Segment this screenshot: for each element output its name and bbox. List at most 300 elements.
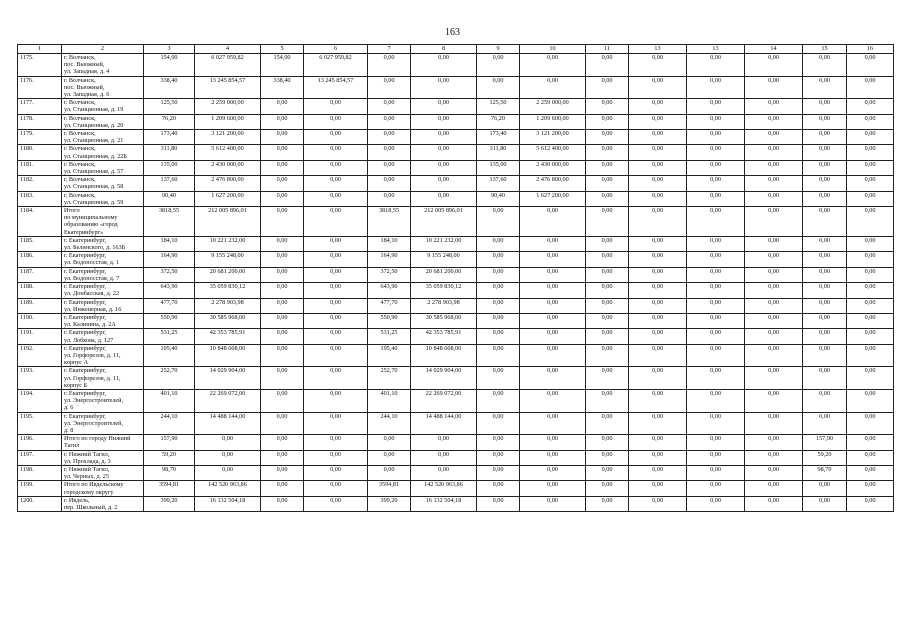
value-cell: 3594,81	[144, 481, 195, 496]
value-cell: 0,00	[520, 450, 586, 465]
value-cell: 477,70	[144, 298, 195, 313]
value-cell: 0,00	[745, 367, 803, 390]
address-line: пер. Школьный, д. 2	[64, 503, 118, 511]
address-line: ул. Белинского, д. 163Б	[64, 244, 126, 252]
value-cell: 0,00	[411, 465, 477, 480]
value-cell: 59,20	[144, 450, 195, 465]
value-cell: 35 059 830,12	[411, 283, 477, 298]
value-cell: 0,00	[629, 283, 687, 298]
value-cell: 164,90	[144, 252, 195, 267]
value-cell: 0,00	[745, 450, 803, 465]
value-cell: 0,00	[261, 465, 304, 480]
value-cell: 0,00	[261, 99, 304, 114]
table-row	[18, 313, 894, 328]
address-line: ул. Энергостроителей,	[64, 419, 124, 427]
value-cell: 2 259 000,00	[195, 99, 261, 114]
value-cell: 0,00	[586, 313, 629, 328]
value-cell: 0,00	[629, 54, 687, 77]
value-cell: 0,00	[586, 435, 629, 450]
value-cell: 0,00	[304, 130, 368, 145]
value-cell: 0,00	[629, 145, 687, 160]
value-cell: 2 430 000,00	[195, 160, 261, 175]
value-cell: 0,00	[687, 450, 745, 465]
value-cell: 0,00	[629, 207, 687, 237]
address-line: г. Волчанск,	[64, 176, 96, 184]
value-cell: 0,00	[687, 465, 745, 480]
value-cell: 0,00	[803, 252, 847, 267]
value-cell: 0,00	[586, 412, 629, 435]
value-cell: 0,00	[304, 99, 368, 114]
value-cell: 30 585 968,00	[411, 313, 477, 328]
value-cell: 0,00	[847, 267, 894, 282]
value-cell: 0,00	[411, 130, 477, 145]
table-row	[18, 344, 894, 367]
value-cell: 0,00	[520, 283, 586, 298]
data-table	[17, 44, 894, 512]
value-cell: 20 681 200,00	[195, 267, 261, 282]
value-cell: 135,00	[477, 160, 520, 175]
value-cell: 0,00	[745, 76, 803, 99]
value-cell: 0,00	[847, 313, 894, 328]
value-cell: 0,00	[803, 267, 847, 282]
value-cell: 0,00	[687, 252, 745, 267]
value-cell: 0,00	[520, 236, 586, 251]
value-cell: 10 848 608,00	[411, 344, 477, 367]
value-cell: 142 520 963,86	[195, 481, 261, 496]
value-cell: 2 278 903,98	[411, 298, 477, 313]
value-cell: 0,00	[803, 298, 847, 313]
value-cell: 125,50	[477, 99, 520, 114]
table-row	[18, 176, 894, 191]
row-number: 1191.	[18, 329, 62, 344]
value-cell: 0,00	[520, 367, 586, 390]
value-cell: 22 269 072,00	[411, 389, 477, 412]
address-line: г. Екатеринбург,	[64, 313, 106, 321]
value-cell: 0,00	[477, 496, 520, 511]
value-cell: 0,00	[477, 344, 520, 367]
address-line: Тагил	[64, 442, 80, 450]
value-cell: 0,00	[745, 130, 803, 145]
address-cell	[62, 313, 144, 328]
address-cell	[62, 283, 144, 298]
value-cell: 0,00	[520, 435, 586, 450]
value-cell: 0,00	[520, 465, 586, 480]
value-cell: 0,00	[261, 496, 304, 511]
address-cell	[62, 160, 144, 175]
table-row	[18, 367, 894, 390]
value-cell: 0,00	[304, 481, 368, 496]
value-cell: 0,00	[586, 389, 629, 412]
value-cell: 0,00	[586, 496, 629, 511]
value-cell: 0,00	[629, 176, 687, 191]
value-cell: 401,10	[368, 389, 411, 412]
value-cell: 0,00	[304, 344, 368, 367]
value-cell: 0,00	[477, 207, 520, 237]
address-line: г. Волчанск,	[64, 130, 96, 138]
address-line: ул. Станционная, д. 22Б	[64, 152, 127, 160]
address-cell	[62, 298, 144, 313]
value-cell: 531,25	[144, 329, 195, 344]
value-cell: 0,00	[304, 465, 368, 480]
address-line: г. Екатеринбург,	[64, 298, 106, 306]
address-line: г. Волчанск,	[64, 76, 96, 84]
value-cell: 0,00	[586, 329, 629, 344]
address-cell	[62, 496, 144, 511]
address-line: г. Екатеринбург,	[64, 412, 106, 420]
value-cell: 0,00	[847, 481, 894, 496]
value-cell: 0,00	[629, 412, 687, 435]
value-cell: 0,00	[477, 412, 520, 435]
row-number: 1185.	[18, 236, 62, 251]
value-cell: 0,00	[411, 191, 477, 206]
value-cell: 0,00	[629, 76, 687, 99]
value-cell: 14 029 904,00	[411, 367, 477, 390]
address-cell	[62, 329, 144, 344]
row-number: 1178.	[18, 114, 62, 129]
value-cell: 0,00	[687, 389, 745, 412]
address-line: корпус Б	[64, 381, 88, 389]
value-cell: 157,90	[803, 435, 847, 450]
value-cell: 0,00	[745, 435, 803, 450]
value-cell: 643,90	[144, 283, 195, 298]
address-line: г. Екатеринбург,	[64, 344, 106, 352]
column-header: 6	[304, 45, 368, 54]
value-cell: 0,00	[261, 481, 304, 496]
address-line: городскому округу	[64, 488, 114, 496]
address-cell	[62, 267, 144, 282]
value-cell: 0,00	[803, 283, 847, 298]
value-cell: 0,00	[847, 99, 894, 114]
value-cell: 372,50	[144, 267, 195, 282]
value-cell: 0,00	[847, 236, 894, 251]
row-number: 1195.	[18, 412, 62, 435]
value-cell: 0,00	[477, 236, 520, 251]
value-cell: 0,00	[687, 54, 745, 77]
value-cell: 0,00	[803, 76, 847, 99]
value-cell: 0,00	[368, 176, 411, 191]
value-cell: 0,00	[261, 313, 304, 328]
table-row	[18, 207, 894, 237]
value-cell: 0,00	[687, 145, 745, 160]
value-cell: 98,70	[144, 465, 195, 480]
value-cell: 0,00	[261, 267, 304, 282]
address-line: г. Екатеринбург,	[64, 252, 106, 260]
value-cell: 0,00	[304, 207, 368, 237]
value-cell: 0,00	[745, 389, 803, 412]
value-cell: 0,00	[261, 389, 304, 412]
value-cell: 3 121 200,00	[520, 130, 586, 145]
row-number: 1193.	[18, 367, 62, 390]
address-cell	[62, 114, 144, 129]
value-cell: 338,40	[144, 76, 195, 99]
row-number: 1190.	[18, 313, 62, 328]
value-cell: 0,00	[803, 207, 847, 237]
value-cell: 98,70	[803, 465, 847, 480]
table-row	[18, 481, 894, 496]
value-cell: 0,00	[477, 465, 520, 480]
address-cell	[62, 76, 144, 99]
row-number: 1180.	[18, 145, 62, 160]
value-cell: 14 488 144,00	[411, 412, 477, 435]
value-cell: 0,00	[304, 252, 368, 267]
value-cell: 1 627 200,00	[195, 191, 261, 206]
table-row	[18, 191, 894, 206]
value-cell: 2 476 800,00	[520, 176, 586, 191]
table-row	[18, 252, 894, 267]
value-cell: 0,00	[411, 54, 477, 77]
value-cell: 0,00	[368, 76, 411, 99]
value-cell: 0,00	[687, 99, 745, 114]
address-line: ул. Западная, д. 6	[64, 91, 110, 99]
value-cell: 0,00	[304, 160, 368, 175]
value-cell: 0,00	[629, 465, 687, 480]
value-cell: 0,00	[629, 191, 687, 206]
value-cell: 0,00	[745, 160, 803, 175]
address-line: ул. Водоносстая, д. 7	[64, 274, 120, 282]
value-cell: 59,20	[803, 450, 847, 465]
table-row	[18, 267, 894, 282]
column-header: 8	[411, 45, 477, 54]
address-line: ул. Черных, д. 25	[64, 473, 109, 481]
table-row	[18, 283, 894, 298]
value-cell: 0,00	[847, 130, 894, 145]
address-cell	[62, 481, 144, 496]
value-cell: 0,00	[745, 344, 803, 367]
value-cell: 0,00	[304, 313, 368, 328]
value-cell: 0,00	[304, 298, 368, 313]
value-cell: 3594,81	[368, 481, 411, 496]
value-cell: 338,40	[261, 76, 304, 99]
value-cell: 0,00	[586, 176, 629, 191]
value-cell: 0,00	[411, 160, 477, 175]
value-cell: 0,00	[520, 298, 586, 313]
row-number: 1200.	[18, 496, 62, 511]
address-line: г. Нижний Тагил,	[64, 450, 110, 458]
value-cell: 0,00	[520, 481, 586, 496]
value-cell: 0,00	[803, 130, 847, 145]
value-cell: 0,00	[803, 412, 847, 435]
value-cell: 0,00	[477, 329, 520, 344]
table-row	[18, 130, 894, 145]
value-cell: 0,00	[629, 267, 687, 282]
value-cell: 0,00	[629, 236, 687, 251]
address-line: ул. Станционная, д. 21	[64, 137, 124, 145]
value-cell: 0,00	[477, 367, 520, 390]
address-line: пос. Вьюжный,	[64, 61, 105, 69]
address-line: г. Екатеринбург,	[64, 329, 106, 337]
value-cell: 137,60	[477, 176, 520, 191]
row-number: 1196.	[18, 435, 62, 450]
row-number: 1181.	[18, 160, 62, 175]
value-cell: 3818,55	[368, 207, 411, 237]
value-cell: 311,80	[144, 145, 195, 160]
address-line: Итого по Ивдельскому	[64, 481, 124, 489]
address-line: ул. Горфорезов, д. 11,	[64, 351, 121, 359]
table-row	[18, 160, 894, 175]
value-cell: 157,90	[144, 435, 195, 450]
value-cell: 0,00	[847, 160, 894, 175]
value-cell: 0,00	[520, 252, 586, 267]
value-cell: 0,00	[304, 191, 368, 206]
value-cell: 0,00	[687, 283, 745, 298]
value-cell: 0,00	[847, 435, 894, 450]
address-line: г. Волчанск,	[64, 114, 96, 122]
value-cell: 0,00	[261, 176, 304, 191]
row-number: 1192.	[18, 344, 62, 367]
value-cell: 3818,55	[144, 207, 195, 237]
value-cell: 0,00	[304, 114, 368, 129]
address-line: Екатеринбург»	[64, 228, 104, 236]
value-cell: 0,00	[803, 329, 847, 344]
row-number: 1198.	[18, 465, 62, 480]
value-cell: 0,00	[411, 76, 477, 99]
address-line: г. Ивдель,	[64, 496, 90, 504]
address-line: г. Волчанск,	[64, 191, 96, 199]
value-cell: 0,00	[803, 160, 847, 175]
value-cell: 6 027 959,82	[195, 54, 261, 77]
value-cell: 0,00	[629, 298, 687, 313]
address-line: г. Екатеринбург,	[64, 267, 106, 275]
value-cell: 0,00	[368, 130, 411, 145]
value-cell: 0,00	[304, 367, 368, 390]
value-cell: 0,00	[586, 160, 629, 175]
value-cell: 0,00	[304, 389, 368, 412]
value-cell: 0,00	[629, 481, 687, 496]
table-header-row	[18, 45, 894, 54]
address-line: ул. Инженерная, д. 16	[64, 305, 122, 313]
value-cell: 0,00	[261, 344, 304, 367]
value-cell: 5 612 400,00	[520, 145, 586, 160]
value-cell: 0,00	[261, 329, 304, 344]
value-cell: 0,00	[745, 99, 803, 114]
address-line: ул. Станционная, д. 59	[64, 198, 124, 206]
value-cell: 643,90	[368, 283, 411, 298]
column-header: 9	[477, 45, 520, 54]
value-cell: 0,00	[261, 207, 304, 237]
value-cell: 0,00	[368, 114, 411, 129]
value-cell: 90,40	[144, 191, 195, 206]
address-line: образованию «город	[64, 221, 118, 229]
value-cell: 9 155 248,00	[195, 252, 261, 267]
value-cell: 0,00	[261, 252, 304, 267]
value-cell: 0,00	[586, 465, 629, 480]
address-cell	[62, 465, 144, 480]
value-cell: 0,00	[745, 412, 803, 435]
value-cell: 0,00	[261, 191, 304, 206]
value-cell: 2 278 903,98	[195, 298, 261, 313]
address-cell	[62, 191, 144, 206]
value-cell: 0,00	[368, 160, 411, 175]
address-line: ул. Западная, д. 4	[64, 68, 110, 76]
value-cell: 184,10	[368, 236, 411, 251]
address-line: г. Волчанск,	[64, 99, 96, 107]
value-cell: 0,00	[847, 145, 894, 160]
value-cell: 10 221 232,00	[411, 236, 477, 251]
value-cell: 0,00	[304, 329, 368, 344]
value-cell: 13 245 854,57	[304, 76, 368, 99]
value-cell: 1 209 600,00	[520, 114, 586, 129]
value-cell: 154,00	[144, 54, 195, 77]
value-cell: 0,00	[477, 481, 520, 496]
table-row	[18, 389, 894, 412]
value-cell: 0,00	[520, 76, 586, 99]
value-cell: 0,00	[847, 54, 894, 77]
value-cell: 16 132 504,18	[195, 496, 261, 511]
value-cell: 0,00	[586, 252, 629, 267]
address-line: г. Екатеринбург,	[64, 236, 106, 244]
value-cell: 184,10	[144, 236, 195, 251]
value-cell: 13 245 854,57	[195, 76, 261, 99]
value-cell: 20 681 200,00	[411, 267, 477, 282]
address-cell	[62, 145, 144, 160]
value-cell: 6 027 959,82	[304, 54, 368, 77]
value-cell: 0,00	[847, 298, 894, 313]
value-cell: 0,00	[477, 298, 520, 313]
value-cell: 0,00	[477, 283, 520, 298]
value-cell: 0,00	[304, 176, 368, 191]
value-cell: 0,00	[520, 344, 586, 367]
value-cell: 0,00	[687, 76, 745, 99]
value-cell: 0,00	[687, 176, 745, 191]
address-line: ул. Лобкова, д. 127	[64, 336, 114, 344]
value-cell: 0,00	[745, 236, 803, 251]
value-cell: 0,00	[687, 367, 745, 390]
value-cell: 0,00	[368, 465, 411, 480]
value-cell: 0,00	[629, 313, 687, 328]
table-row	[18, 496, 894, 511]
value-cell: 0,00	[411, 176, 477, 191]
value-cell: 164,90	[368, 252, 411, 267]
value-cell: 0,00	[847, 252, 894, 267]
value-cell: 0,00	[304, 145, 368, 160]
table-row	[18, 145, 894, 160]
address-line: ул. Станционная, д. 19	[64, 106, 124, 114]
value-cell: 0,00	[629, 114, 687, 129]
value-cell: 0,00	[586, 367, 629, 390]
column-header: 4	[195, 45, 261, 54]
value-cell: 173,40	[477, 130, 520, 145]
value-cell: 0,00	[629, 252, 687, 267]
address-line: д. 8	[64, 426, 74, 434]
address-line: ул. Станционная, д. 58	[64, 183, 124, 191]
value-cell: 0,00	[687, 344, 745, 367]
address-cell	[62, 450, 144, 465]
value-cell: 0,00	[586, 76, 629, 99]
row-number: 1188.	[18, 283, 62, 298]
address-cell	[62, 389, 144, 412]
column-header: 15	[803, 45, 847, 54]
value-cell: 0,00	[847, 329, 894, 344]
value-cell: 0,00	[411, 450, 477, 465]
value-cell: 311,80	[477, 145, 520, 160]
value-cell: 372,50	[368, 267, 411, 282]
value-cell: 0,00	[586, 130, 629, 145]
value-cell: 0,00	[745, 329, 803, 344]
value-cell: 0,00	[261, 367, 304, 390]
value-cell: 2 476 800,00	[195, 176, 261, 191]
table-row	[18, 329, 894, 344]
value-cell: 0,00	[629, 389, 687, 412]
value-cell: 76,20	[144, 114, 195, 129]
value-cell: 0,00	[261, 130, 304, 145]
value-cell: 22 269 072,00	[195, 389, 261, 412]
table-row	[18, 99, 894, 114]
row-number: 1176.	[18, 76, 62, 99]
value-cell: 0,00	[261, 435, 304, 450]
value-cell: 0,00	[261, 283, 304, 298]
address-line: г. Волчанск,	[64, 54, 96, 61]
value-cell: 0,00	[803, 389, 847, 412]
